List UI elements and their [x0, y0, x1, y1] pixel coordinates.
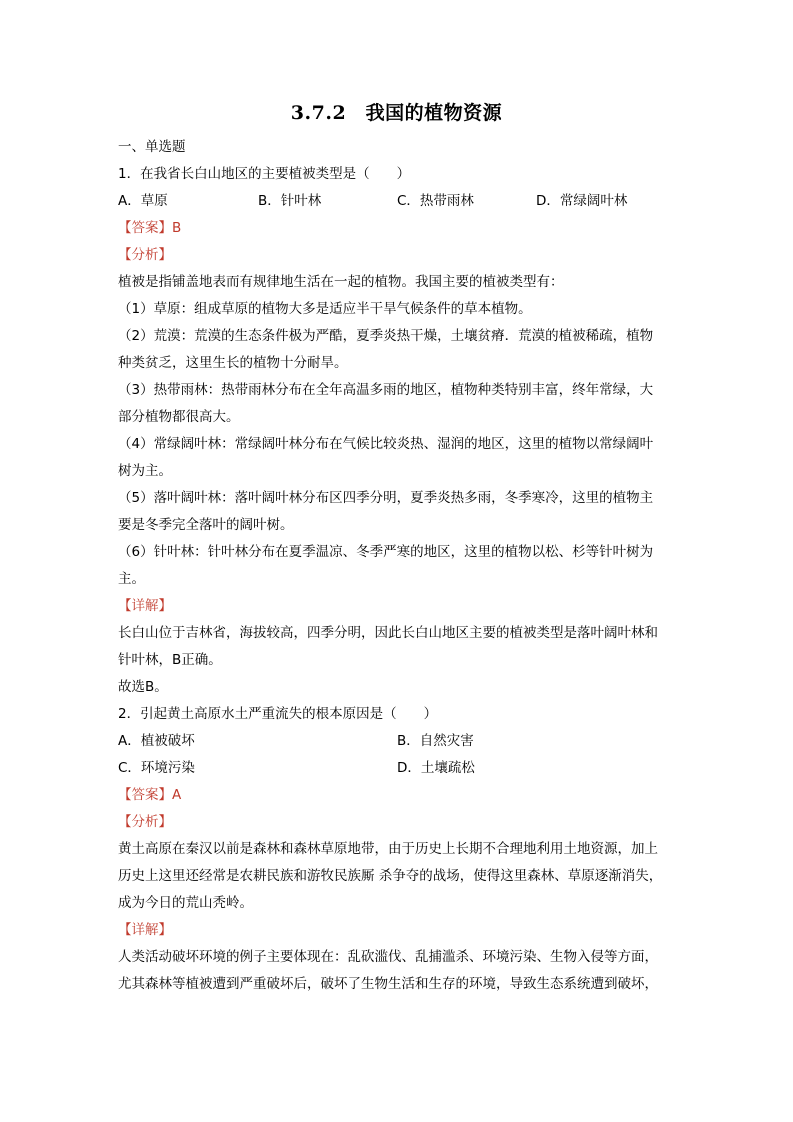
q1-detail-line: 长白山位于吉林省，海拔较高，四季分明，因此长白山地区主要的植被类型是落叶阔叶林和 — [118, 625, 658, 641]
q1-analysis-line: 树为主。 — [118, 463, 172, 479]
q1-analysis-line: （1）草原：组成草原的植物大多是适应半干旱气候条件的草本植物。 — [118, 301, 532, 317]
q1-analysis-line: 部分植物都很高大。 — [118, 409, 240, 425]
q1-analysis-line: （3）热带雨林：热带雨林分布在全年高温多雨的地区，植物种类特别丰富，终年常绿，大 — [118, 382, 654, 398]
q2-option-d: D．土壤疏松 — [397, 760, 475, 776]
page-title: 3.7.2 我国的植物资源 — [290, 102, 503, 124]
q1-analysis-line: 植被是指铺盖地表而有规律地生活在一起的植物。我国主要的植被类型有： — [118, 274, 564, 290]
q1-option-b: B．针叶林 — [258, 193, 322, 209]
q1-answer — [118, 218, 181, 238]
q2-option-a: A．植被破坏 — [118, 733, 195, 749]
q1-analysis-line: （4）常绿阔叶林：常绿阔叶林分布在气候比较炎热、湿润的地区，这里的植物以常绿阔叶 — [118, 436, 654, 452]
q1-analysis-line: （2）荒漠：荒漠的生态条件极为严酷，夏季炎热干燥，土壤贫瘠．荒漠的植被稀疏，植物 — [118, 328, 654, 344]
q2-answer — [118, 785, 181, 805]
q2-analysis-line: 历史上这里还经常是农耕民族和游牧民族厮 杀争夺的战场，使得这里森林、草原逐渐消失， — [118, 868, 663, 884]
q2-analysis-line: 黄土高原在秦汉以前是森林和森林草原地带，由于历史上长期不合理地利用土地资源，加上 — [118, 841, 658, 857]
q2-analysis-line: 成为今日的荒山秃岭。 — [118, 895, 253, 911]
q1-analysis-line: （6）针叶林：针叶林分布在夏季温凉、冬季严寒的地区，这里的植物以松、杉等针叶树为 — [118, 544, 654, 560]
q2-option-c: C．环境污染 — [118, 760, 195, 776]
question-1-stem: 1．在我省长白山地区的主要植被类型是（ ） — [118, 166, 411, 182]
q2-option-b: B．自然灾害 — [397, 733, 474, 749]
q2-detail-line: 人类活动破坏环境的例子主要体现在：乱砍滥伐、乱捕滥杀、环境污染、生物入侵等方面， — [118, 949, 658, 965]
q1-analysis-line: 种类贫乏，这里生长的植物十分耐旱。 — [118, 355, 348, 371]
answer-value: A — [172, 787, 182, 803]
q1-detail-line: 故选B。 — [118, 679, 168, 695]
q1-analysis-line: 主。 — [118, 571, 145, 587]
q2-detail-line: 尤其森林等植被遭到严重破坏后，破坏了生物生活和生存的环境，导致生态系统遭到破坏， — [118, 976, 658, 992]
q1-option-c: C．热带雨林 — [397, 193, 474, 209]
section-heading: 一、单选题 — [118, 139, 186, 155]
q1-detail-line: 针叶林，B正确。 — [118, 652, 222, 668]
q1-option-d: D．常绿阔叶林 — [536, 193, 628, 209]
answer-label: 【答案】 — [118, 220, 172, 236]
question-2-stem: 2．引起黄土高原水土严重流失的根本原因是（ ） — [118, 706, 438, 722]
answer-value: B — [172, 220, 182, 236]
q1-option-a: A．草原 — [118, 193, 168, 209]
q1-detail-label: 【详解】 — [118, 598, 172, 614]
q1-analysis-line: （5）落叶阔叶林：落叶阔叶林分布区四季分明，夏季炎热多雨，冬季寒冷，这里的植物主 — [118, 490, 654, 506]
q1-analysis-line: 要是冬季完全落叶的阔叶树。 — [118, 517, 294, 533]
q1-analysis-label: 【分析】 — [118, 247, 172, 263]
answer-label: 【答案】 — [118, 787, 172, 803]
q2-analysis-label: 【分析】 — [118, 814, 172, 830]
q2-detail-label: 【详解】 — [118, 922, 172, 938]
